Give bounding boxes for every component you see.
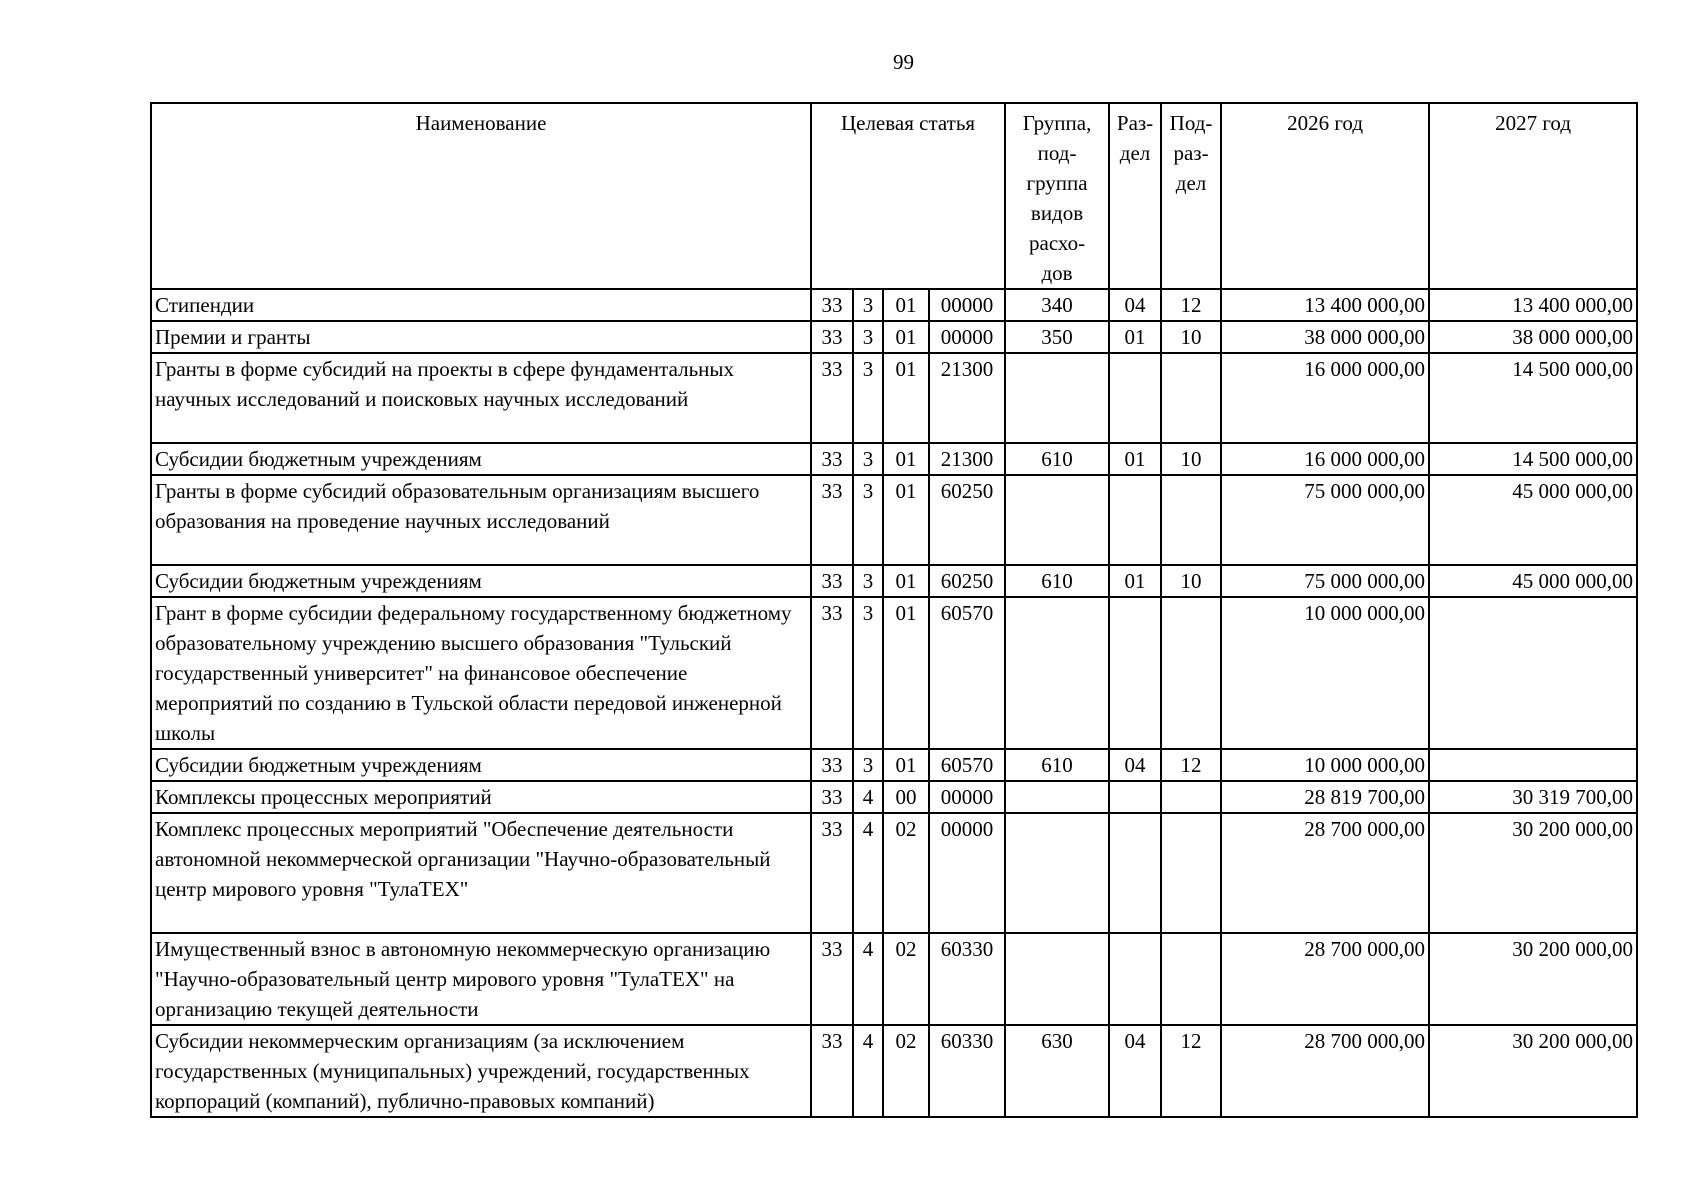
row-target-article-type: 3: [853, 475, 883, 565]
row-target-article-direction: 60570: [929, 597, 1005, 749]
row-target-article-program: 33: [811, 597, 853, 749]
row-name: Стипендии: [151, 289, 811, 321]
row-expense-group: [1005, 353, 1109, 443]
row-section: 01: [1109, 565, 1161, 597]
row-name: Комплексы процессных мероприятий: [151, 781, 811, 813]
row-name: Грант в форме субсидии федеральному государственному бюджетному образовательному учреждению высшего образования "Тульский государственный университет" на финансовое обеспечение мероприятий по созданию в Тульской области передовой инженерной школы: [151, 597, 811, 749]
row-target-article-type: 3: [853, 597, 883, 749]
row-target-article-element: 01: [883, 321, 929, 353]
row-section: [1109, 813, 1161, 933]
row-name: Премии и гранты: [151, 321, 811, 353]
row-expense-group: 630: [1005, 1025, 1109, 1117]
table-row: [151, 443, 1637, 475]
row-amount-2027: 38 000 000,00: [1429, 321, 1637, 353]
row-amount-2026: 13 400 000,00: [1221, 289, 1429, 321]
row-target-article-element: 02: [883, 933, 929, 1025]
page-number: 99: [893, 50, 914, 74]
row-expense-group: [1005, 813, 1109, 933]
row-section: 01: [1109, 321, 1161, 353]
row-subsection: [1161, 933, 1221, 1025]
header-subsection: Под- раз- дел: [1161, 103, 1221, 289]
row-target-article-direction: 60570: [929, 749, 1005, 781]
row-section: 04: [1109, 1025, 1161, 1117]
row-subsection: 10: [1161, 443, 1221, 475]
row-target-article-program: 33: [811, 1025, 853, 1117]
row-target-article-program: 33: [811, 749, 853, 781]
table-row: [151, 597, 1637, 749]
row-section: [1109, 353, 1161, 443]
row-name: Субсидии бюджетным учреждениям: [151, 443, 811, 475]
row-target-article-element: 01: [883, 749, 929, 781]
row-subsection: 10: [1161, 321, 1221, 353]
header-target-article: Целевая статья: [811, 103, 1005, 289]
row-expense-group: [1005, 597, 1109, 749]
row-target-article-type: 3: [853, 749, 883, 781]
row-amount-2027: [1429, 597, 1637, 749]
row-subsection: [1161, 813, 1221, 933]
table-row: [151, 289, 1637, 321]
row-target-article-direction: 00000: [929, 813, 1005, 933]
row-amount-2026: 28 700 000,00: [1221, 933, 1429, 1025]
row-target-article-element: 02: [883, 1025, 929, 1117]
row-amount-2027: 45 000 000,00: [1429, 475, 1637, 565]
row-subsection: [1161, 353, 1221, 443]
row-amount-2026: 10 000 000,00: [1221, 749, 1429, 781]
row-expense-group: 610: [1005, 565, 1109, 597]
row-expense-group: 610: [1005, 749, 1109, 781]
row-expense-group: 340: [1005, 289, 1109, 321]
row-target-article-program: 33: [811, 933, 853, 1025]
row-amount-2027: 30 200 000,00: [1429, 933, 1637, 1025]
row-amount-2026: 28 819 700,00: [1221, 781, 1429, 813]
row-target-article-program: 33: [811, 781, 853, 813]
row-expense-group: 350: [1005, 321, 1109, 353]
row-name: Субсидии бюджетным учреждениям: [151, 749, 811, 781]
row-target-article-program: 33: [811, 443, 853, 475]
table-row: [151, 321, 1637, 353]
row-target-article-direction: 00000: [929, 289, 1005, 321]
row-amount-2027: 30 200 000,00: [1429, 1025, 1637, 1117]
row-amount-2027: [1429, 749, 1637, 781]
row-amount-2027: 45 000 000,00: [1429, 565, 1637, 597]
row-target-article-type: 3: [853, 353, 883, 443]
row-target-article-type: 4: [853, 1025, 883, 1117]
row-expense-group: 610: [1005, 443, 1109, 475]
row-name: Комплекс процессных мероприятий "Обеспечение деятельности автономной некоммерческой организации "Научно-образовательный центр мирового уровня "ТулаТЕХ": [151, 813, 811, 933]
row-amount-2027: 30 200 000,00: [1429, 813, 1637, 933]
table-row: [151, 565, 1637, 597]
row-section: 04: [1109, 289, 1161, 321]
row-target-article-direction: 00000: [929, 781, 1005, 813]
row-amount-2026: 75 000 000,00: [1221, 475, 1429, 565]
row-target-article-direction: 00000: [929, 321, 1005, 353]
row-expense-group: [1005, 475, 1109, 565]
row-name: Имущественный взнос в автономную некоммерческую организацию "Научно-образовательный центр мирового уровня "ТулаТЕХ" на организацию текущей деятельности: [151, 933, 811, 1025]
row-target-article-program: 33: [811, 321, 853, 353]
row-section: 01: [1109, 443, 1161, 475]
row-subsection: 12: [1161, 749, 1221, 781]
row-amount-2027: 14 500 000,00: [1429, 353, 1637, 443]
row-target-article-type: 4: [853, 781, 883, 813]
row-section: 04: [1109, 749, 1161, 781]
row-target-article-direction: 60250: [929, 475, 1005, 565]
row-subsection: [1161, 597, 1221, 749]
row-target-article-element: 01: [883, 597, 929, 749]
row-target-article-program: 33: [811, 565, 853, 597]
row-amount-2026: 16 000 000,00: [1221, 443, 1429, 475]
row-target-article-element: 00: [883, 781, 929, 813]
row-target-article-direction: 21300: [929, 443, 1005, 475]
budget-table: [150, 102, 1638, 1118]
row-amount-2026: 10 000 000,00: [1221, 597, 1429, 749]
row-target-article-element: 01: [883, 289, 929, 321]
row-target-article-program: 33: [811, 289, 853, 321]
header-section: Раз- дел: [1109, 103, 1161, 289]
row-subsection: 12: [1161, 1025, 1221, 1117]
row-expense-group: [1005, 781, 1109, 813]
header-year-2027: 2027 год: [1429, 103, 1637, 289]
table-header-row: [151, 103, 1637, 289]
row-target-article-type: 4: [853, 813, 883, 933]
header-year-2026: 2026 год: [1221, 103, 1429, 289]
row-amount-2026: 38 000 000,00: [1221, 321, 1429, 353]
table-row: [151, 353, 1637, 443]
row-section: [1109, 781, 1161, 813]
row-target-article-program: 33: [811, 353, 853, 443]
row-subsection: 12: [1161, 289, 1221, 321]
row-target-article-direction: 60330: [929, 933, 1005, 1025]
table-row: [151, 749, 1637, 781]
table-row: [151, 933, 1637, 1025]
row-name: Гранты в форме субсидий на проекты в сфере фундаментальных научных исследований и поисковых научных исследований: [151, 353, 811, 443]
row-target-article-program: 33: [811, 813, 853, 933]
row-target-article-element: 01: [883, 443, 929, 475]
table-row: [151, 781, 1637, 813]
row-target-article-element: 02: [883, 813, 929, 933]
row-target-article-type: 3: [853, 289, 883, 321]
row-target-article-element: 01: [883, 353, 929, 443]
row-target-article-direction: 60330: [929, 1025, 1005, 1117]
row-name: Гранты в форме субсидий образовательным организациям высшего образования на проведение научных исследований: [151, 475, 811, 565]
row-amount-2026: 28 700 000,00: [1221, 1025, 1429, 1117]
row-section: [1109, 933, 1161, 1025]
row-section: [1109, 597, 1161, 749]
row-name: Субсидии некоммерческим организациям (за исключением государственных (муниципальных) учреждений, государственных корпораций (компаний), публично-правовых компаний): [151, 1025, 811, 1117]
header-expense-group: Группа, под- группа видов расхо- дов: [1005, 103, 1109, 289]
row-target-article-direction: 21300: [929, 353, 1005, 443]
row-subsection: 10: [1161, 565, 1221, 597]
row-amount-2027: 30 319 700,00: [1429, 781, 1637, 813]
row-target-article-element: 01: [883, 475, 929, 565]
row-amount-2026: 28 700 000,00: [1221, 813, 1429, 933]
row-amount-2026: 16 000 000,00: [1221, 353, 1429, 443]
row-amount-2026: 75 000 000,00: [1221, 565, 1429, 597]
row-subsection: [1161, 781, 1221, 813]
header-name: Наименование: [151, 103, 811, 289]
row-target-article-type: 4: [853, 933, 883, 1025]
table-row: [151, 813, 1637, 933]
table-row: [151, 475, 1637, 565]
row-name: Субсидии бюджетным учреждениям: [151, 565, 811, 597]
row-subsection: [1161, 475, 1221, 565]
row-target-article-element: 01: [883, 565, 929, 597]
row-section: [1109, 475, 1161, 565]
row-target-article-direction: 60250: [929, 565, 1005, 597]
row-target-article-type: 3: [853, 443, 883, 475]
row-target-article-type: 3: [853, 321, 883, 353]
row-target-article-type: 3: [853, 565, 883, 597]
table-row: [151, 1025, 1637, 1117]
row-amount-2027: 14 500 000,00: [1429, 443, 1637, 475]
row-expense-group: [1005, 933, 1109, 1025]
row-target-article-program: 33: [811, 475, 853, 565]
row-amount-2027: 13 400 000,00: [1429, 289, 1637, 321]
